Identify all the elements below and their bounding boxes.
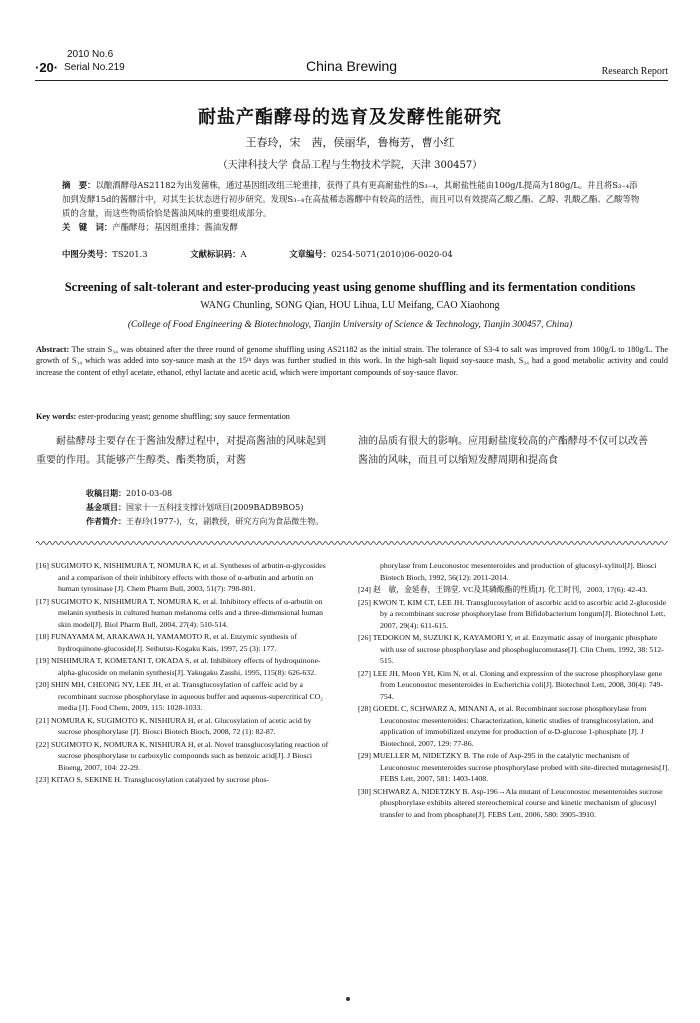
reference-item: phorylase from Leuconostoc mesenteroides and production of glucosyl-xylitol[J]. Biosci Biotech Bioch, 1992, 56(12): 2011-2014.: [380, 561, 657, 582]
title-en: Screening of salt-tolerant and ester-producing yeast using genome shuffling and its fermentation conditions: [64, 280, 636, 294]
reference-item: [22] SUGIMOTO K, NOMURA K, NISHIURA H, et al. Novel transglucosylating reaction of sucrose phosphorylase to carboxylic compounds such as benzoic acid[J]. J Biosci Bioeng, 2007, 104: 22-29.: [36, 739, 329, 772]
doc-code-label: 文献标识码：: [190, 249, 241, 259]
reference-item: [26] TEDOKON M, SUZUKI K, KAYAMORI Y, et al. Enzymatic assay of inorganic phosphate with use of sucrose phosphorylase and phosphoglucomutase[J]. Clin Chem, 1992, 38: 512-515.: [358, 633, 664, 665]
reference-item: [23] KITAO S, SEKINE H. Transglucosylation catalyzed by sucrose phos-: [36, 775, 270, 784]
journal-name: China Brewing: [305, 58, 398, 74]
reference-item: [20] SHIN MH, CHEONG NY, LEE JH, et al. Transglucosylation of caffeic acid by a recombinant sucrose phosphorylase in aqueous buffer and aqueous-supercritical CO₂ media [J]. Food Chem, 2009, 115: 1028-1033.: [36, 680, 323, 712]
footnote-label: 作者简介：: [86, 517, 126, 526]
article-no-label: 文章编号：: [289, 249, 332, 259]
clc-label: 中图分类号：: [62, 249, 113, 259]
footnote-label: 收稿日期：: [86, 489, 126, 498]
page-header: [35, 48, 668, 78]
title-cn: 耐盐产酯酵母的选育及发酵性能研究: [198, 107, 502, 128]
authors-cn: 王春玲，宋 茜，侯丽华，鲁梅芳，曹小红: [245, 136, 455, 149]
body-text-left: 耐盐酵母主要存在于酱油发酵过程中，对提高酱油的风味起到重要的作用。其能够产生醇类、酯类物质，对酱: [36, 436, 326, 466]
issue-info: [35, 48, 125, 74]
abstract-cn-label: 摘 要：: [62, 180, 96, 190]
year-number: 2010 No.6: [67, 49, 114, 60]
header-rule: [35, 80, 668, 81]
references-right: [358, 560, 670, 821]
keywords-cn-text: 产酯酵母；基因组重排；酱油发酵: [112, 222, 238, 232]
keywords-en-text: ester-producing yeast; genome shuffling; soy sauce fermentation: [78, 412, 290, 421]
wavy-divider: [36, 540, 668, 546]
footnote-text: 王春玲(1977-)，女，副教授，研究方向为食品微生物。: [126, 517, 324, 526]
keywords-cn-label: 关 键 词：: [62, 222, 113, 232]
article-no-value: 0254-5071(2010)06-0020-04: [331, 249, 453, 259]
reference-item: [16] SUGIMOTO K, NISHIMURA T, NOMURA K, et al. Syntheses of arbutin-α-glycosides and a comparison of their inhibitory effects with those of α-arbutin and arbutin on human tyrosinase [J]. Chem Pharm Bull, 2003, 51(7): 798-801.: [36, 561, 326, 593]
reference-item: [25] KWON T, KIM CT, LEE JH. Transglucosylation of ascorbic acid to ascorbic acid 2-glucoside by a recombinant sucrose phosphorylase from Bifidobacterium longum[J]. Biotechnol Lett, 2007, 29(4): 611-615.: [358, 597, 667, 630]
footnote-text: 国家十一五科技支撑计划项目(2009BADB9BO5): [126, 503, 304, 512]
affiliation-en: (College of Food Engineering & Biotechnology, Tianjin University of Science & Technology, Tianjin 300457, China): [127, 320, 573, 330]
reference-item: [29] MUELLER M, NIDETZKY B. The role of Asp-295 in the catalytic mechanism of Leuconostoc mesenteroides sucrose phosphorylase probed with site-directed mutagenesis[J]. FEBS Lett, 2007, 581: 1403-1408.: [358, 751, 670, 783]
reference-item: [30] SCHWARZ A, NIDETZKY B. Asp-196→Ala mutant of Leuconostoc mesenteroides sucrose phosphorylase exhibits altered stereochemical course and kinetic mechanism of glucosyl transfer to and from phosphate[J]. FEBS Lett, 2006, 580: 3905-3910.: [358, 786, 663, 819]
abstract-en-text: The strain S₃₄ was obtained after the three round of genome shuffling using AS21182 as the initial strain. The tolerance of S3-4 to salt was improved from 100g/L to 180g/L. The growth of S₃₄ which was added into soy-sauce mash at the 15ᵗʰ days was further studied in this work. In the high-salt liquid soy-sauce mash, S₃₄ had a good metabolic activity and could increase the content of ethyl acetate, ethanol, ethyl lactate and acetic acid, which were important compounds of soy-sauce flavor.: [36, 345, 668, 377]
reference-item: [27] LEE JH, Moon YH, Kim N, et al. Cloning and expression of the sucrose phosphorylase gene from Leuconostoc mesenteroides in Escherichia coli[J]. Biotechnol Lett, 2008, 30(4): 749-754.: [358, 668, 663, 701]
abstract-cn: [62, 178, 640, 234]
footnote: [86, 487, 323, 529]
clc-value: TS201.3: [112, 249, 148, 259]
reference-item: [18] FUNAYAMA M, ARAKAWA H, YAMAMOTO R, et al. Enzymic synthesis of hydroquinone-glucoside[J]. Seibutsu-Kogaku Kais, 1997, 25 (3): 177.: [36, 632, 297, 653]
page-dot: [346, 997, 350, 1001]
reference-item: [17] SUGIMOTO K, NISHIMURA T, NOMURA K, et al. Inhibitory effects of α-arbutin on melanin synthesis in cultured human melanoma cells and a three-dimensional human skin model[J]. Biol Pharm Bull, 2004, 27(4): 510-514.: [36, 596, 324, 629]
page-number: ·20·: [35, 60, 59, 75]
authors-en: WANG Chunling, SONG Qian, HOU Lihua, LU Meifang, CAO Xiaohong: [200, 300, 500, 311]
affiliation-cn: （天津科技大学 食品工程与生物技术学院，天津 300457）: [217, 160, 483, 171]
keywords-en: [36, 412, 668, 421]
serial-number: Serial No.219: [64, 62, 125, 74]
abstract-cn-text: 以酿酒酵母AS21182为出发菌株，通过基因组改组三轮重排，获得了具有更高耐盐性的S₃₋₄，其耐盐性能由100g/L提高为180g/L。并且将S₃₋₄添加到发酵15d的酱醪汁中，对其生长状态进行初步研究。发现S₃₋₄在高盐稀态酱醪中有较高的活性，而且可以有效提高乙酸乙酯、乙醇、乳酸乙酯、乙酸等物质的含量，而这些物质恰恰是酱油风味的重要组成部分。: [62, 180, 640, 218]
body-text-right: 油的品质有很大的影响。应用耐盐度较高的产酯酵母不仅可以改善酱油的风味，而且可以缩短发酵周期和提高食: [358, 436, 648, 466]
reference-item: [19] NISHIMURA T, KOMETANI T, OKADA S, et al. Inhibitory effects of hydroquinone-alpha-glucoside on melanin synthesis[J]. Yakugaku Zasshi, 1995, 115(8): 626-632.: [36, 656, 321, 677]
section-name: Research Report: [601, 66, 668, 77]
reference-item: [28] GOEDL C, SCHWARZ A, MINANI A, et al. Recombinant sucrose phosphorylase from Leuconostoc mesenteroides: Characterization, kinetic studies of transglucosylation, and application of immobilized enzyme for production of α-D-glucose 1-phosphate [J]. J Biotechnol, 2007, 129: 77-86.: [358, 704, 654, 748]
abstract-en-label: Abstract:: [36, 345, 70, 354]
reference-item: [21] NOMURA K, SUGIMOTO K, NISHIURA H, et al. Glucosylation of acetic acid by sucrose phosphorylase [J]. Biosci Biotech Bioch, 2008, 72 (1): 82-87.: [36, 715, 312, 736]
abstract-en: [36, 344, 668, 378]
doc-code-value: A: [240, 249, 247, 259]
references-left: [36, 560, 336, 787]
footnote-label: 基金项目：: [86, 503, 126, 512]
classification-line: [62, 248, 493, 260]
footnote-text: 2010-03-08: [126, 489, 173, 498]
keywords-en-label: Key words:: [36, 412, 77, 421]
reference-item: [24] 赵 敏，金延春，王锦堂. VC及其磷酸酯的性质[J]. 化工时刊，2003, 17(6): 42-43.: [358, 585, 648, 594]
